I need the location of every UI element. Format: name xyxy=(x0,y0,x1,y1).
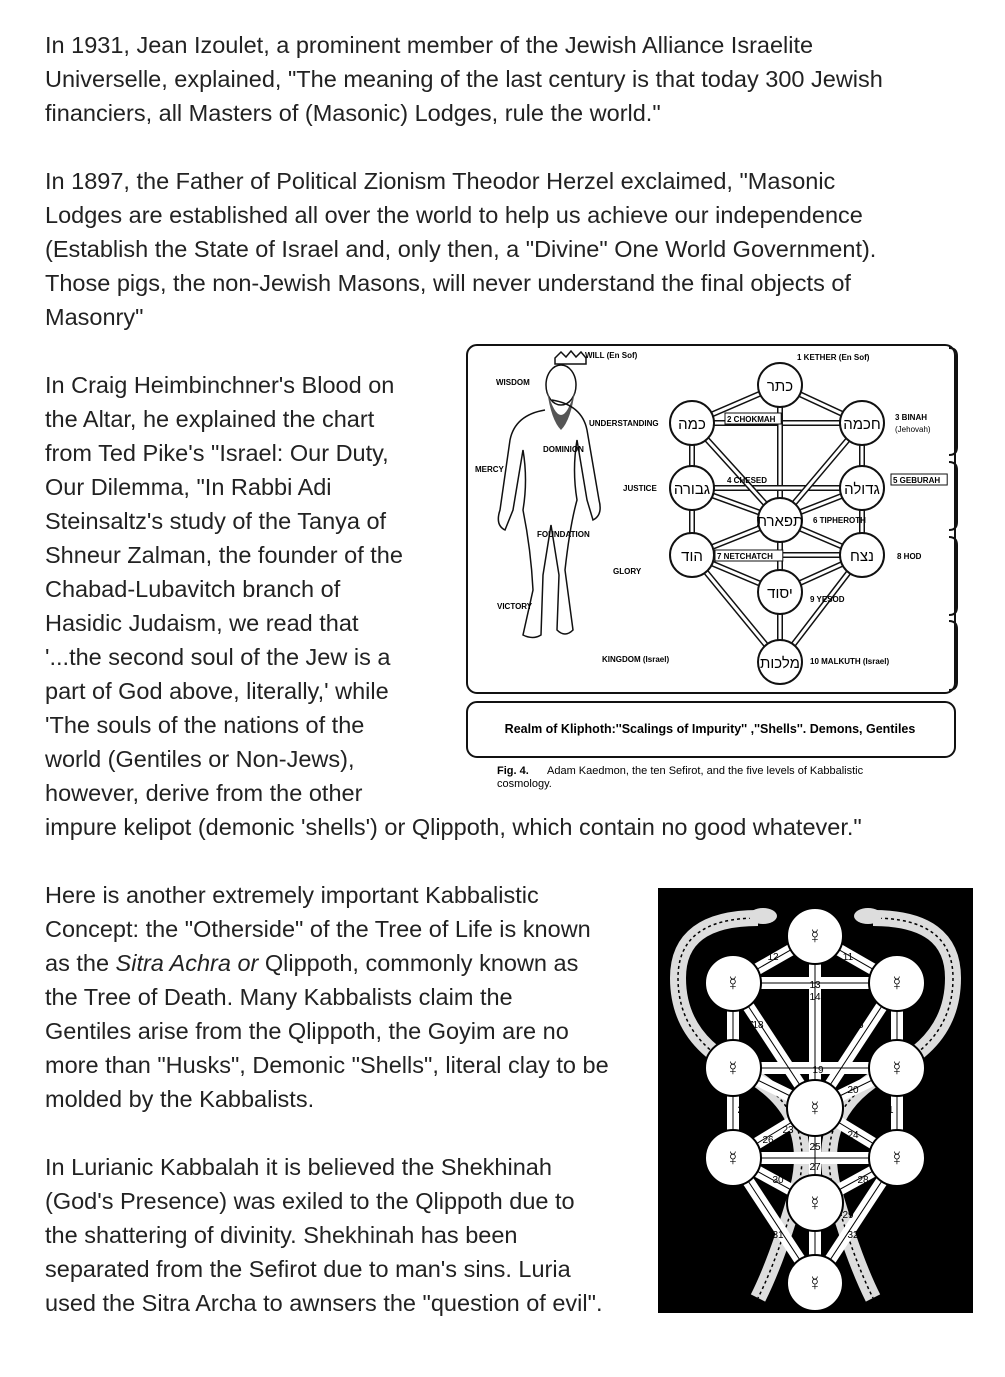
qlippoth-tree-image xyxy=(658,888,973,1313)
path-number: 14 xyxy=(809,992,821,1003)
sigil-icon: ☿ xyxy=(807,1098,823,1120)
sefirah-label: 4 CHESED xyxy=(727,476,768,485)
text-span: world (Gentiles or Non-Jews), xyxy=(45,746,355,772)
path-number: 12 xyxy=(767,952,779,963)
text-line xyxy=(45,912,591,946)
text-line xyxy=(45,572,340,606)
text-line xyxy=(45,946,578,980)
text-span: Here is another extremely important Kabbalistic xyxy=(45,882,539,908)
path-number: 11 xyxy=(842,952,854,963)
path-number: 29 xyxy=(842,1210,854,1221)
sefirah-hebrew: כמה xyxy=(678,416,706,433)
path-number: 15 xyxy=(852,1020,864,1031)
text-span: financiers, all Masters of (Masonic) Lodges, rule the world." xyxy=(45,100,661,126)
text-span: separated from the Sefirot due to man's sins. Luria xyxy=(45,1256,571,1282)
sefirah-label: 5 GEBURAH xyxy=(893,476,941,485)
text-span: In 1931, Jean Izoulet, a prominent member of the Jewish Alliance Israelite xyxy=(45,32,814,58)
qlippoth-tree-diagram xyxy=(658,888,973,1313)
text-span: Those pigs, the non-Jewish Masons, will never understand the final objects of xyxy=(45,270,851,296)
text-span: the Altar, he explained the chart xyxy=(45,406,375,432)
sefirah-label: 6 TIPHEROTH xyxy=(813,516,866,525)
body-label: KINGDOM (Israel) xyxy=(602,655,670,664)
text-span: Universelle, explained, "The meaning of the last century is that today 300 Jewish xyxy=(45,66,883,92)
text-span: the shattering of divinity. Shekhinah has been xyxy=(45,1222,518,1248)
text-span: In 1897, the Father of Political Zionism Theodor Herzel exclaimed, "Masonic xyxy=(45,168,836,194)
text-line xyxy=(45,28,813,62)
crown-icon xyxy=(555,351,586,364)
sefirah-hebrew: תפארת xyxy=(756,513,804,530)
text-span: impure kelipot (demonic 'shells') or Qlippoth, which contain no good whatever." xyxy=(45,814,862,840)
sefirah-label: (Jehovah) xyxy=(895,425,931,434)
figure-caption: Adam Kaedmon, the ten Sefirot, and the five levels of Kabbalistic xyxy=(547,765,864,777)
sigil-icon: ☿ xyxy=(725,1148,741,1170)
text-span: In Craig Heimbinchner's Blood on xyxy=(45,372,395,398)
text-line xyxy=(45,776,362,810)
text-line xyxy=(45,878,539,912)
body-label: DOMINION xyxy=(543,445,584,454)
text-line xyxy=(45,96,661,130)
sefirah-label: 2 CHOKMAH xyxy=(727,415,776,424)
text-line xyxy=(45,1014,569,1048)
sefirah-hebrew: חכמה xyxy=(843,416,881,433)
text-span: In Lurianic Kabbalah it is believed the Shekhinah xyxy=(45,1154,552,1180)
text-line xyxy=(45,980,513,1014)
path-number: 17 xyxy=(742,1020,754,1031)
head-icon xyxy=(546,365,576,405)
text-span: Concept: the "Otherside" of the Tree of Life is known xyxy=(45,916,591,942)
text-span: Steinsaltz's study of the Tanya of xyxy=(45,508,387,534)
text-span: (Establish the State of Israel and, only then, a "Divine" One World Government). xyxy=(45,236,877,262)
sefirot-figure xyxy=(465,340,960,800)
text-line xyxy=(45,1048,609,1082)
text-line xyxy=(45,266,851,300)
text-line xyxy=(45,402,374,436)
text-span: Shneur Zalman, the founder of the xyxy=(45,542,403,568)
text-span: part of God above, literally,' while xyxy=(45,678,389,704)
text-span: Chabad-Lubavitch branch of xyxy=(45,576,341,602)
path-number: 31 xyxy=(772,1230,784,1241)
sefirah-label: 9 YESOD xyxy=(810,595,845,604)
text-span: used the Sitra Archa to awnsers the "question of evil". xyxy=(45,1290,603,1316)
path-number: 16 xyxy=(877,1020,889,1031)
realm-label: Realm of Kliphoth:''Scalings of Impurity'' ,''Shells''. Demons, Gentiles xyxy=(504,722,916,736)
sefirah-hebrew: כתר xyxy=(766,378,794,395)
text-line xyxy=(45,164,835,198)
path-number: 32 xyxy=(847,1230,859,1241)
path-number: 25 xyxy=(809,1142,821,1153)
text-span: as the xyxy=(45,950,116,976)
body-label: JUSTICE xyxy=(623,484,657,493)
path-number: 24 xyxy=(847,1130,859,1141)
body-label: UNDERSTANDING xyxy=(589,419,659,428)
text-span: Lodges are established all over the world to help us achieve our independence xyxy=(45,202,863,228)
text-line xyxy=(45,300,143,334)
path-number: 18 xyxy=(752,1020,764,1031)
path-number: 27 xyxy=(809,1162,821,1173)
text-line xyxy=(45,742,355,776)
text-span: more than "Husks", Demonic "Shells", literal clay to be xyxy=(45,1052,609,1078)
body-label: WILL (En Sof) xyxy=(585,351,638,360)
text-span: Hasidic Judaism, we read that xyxy=(45,610,359,636)
text-span: molded by the Kabbalists. xyxy=(45,1086,315,1112)
sigil-icon: ☿ xyxy=(807,1193,823,1215)
serpent-head-left xyxy=(749,908,777,924)
sigil-icon: ☿ xyxy=(725,1058,741,1080)
sigil-icon: ☿ xyxy=(807,1273,823,1295)
text-line xyxy=(45,1150,552,1184)
path-number: 26 xyxy=(762,1135,774,1146)
sefirot-diagram xyxy=(465,340,960,800)
text-line xyxy=(45,436,389,470)
path-number: 23 xyxy=(782,1125,794,1136)
text-span: from Ted Pike's "Israel: Our Duty, xyxy=(45,440,389,466)
sefirah-hebrew: נצח xyxy=(850,548,874,565)
body-label: VICTORY xyxy=(497,602,533,611)
sefirah-label: 8 HOD xyxy=(897,552,922,561)
text-span: Our Dilemma, "In Rabbi Adi xyxy=(45,474,332,500)
sefirah-hebrew: יסוד xyxy=(767,585,793,602)
figure-number: Fig. 4. xyxy=(497,765,529,777)
text-span: Qlippoth, commonly known as xyxy=(258,950,579,976)
text-line xyxy=(45,708,364,742)
text-line xyxy=(45,1082,314,1116)
text-span: Gentiles arise from the Qlippoth, the Goyim are no xyxy=(45,1018,569,1044)
text-line xyxy=(45,1184,575,1218)
text-line xyxy=(45,606,358,640)
text-line xyxy=(45,198,863,232)
path-number: 30 xyxy=(772,1175,784,1186)
sefirah-hebrew: הוד xyxy=(681,548,703,565)
text-line xyxy=(45,1218,518,1252)
text-line xyxy=(45,504,386,538)
body-label: WISDOM xyxy=(496,378,530,387)
body-label: FOUNDATION xyxy=(537,530,590,539)
sefirah-label: 1 KETHER (En Sof) xyxy=(797,353,870,362)
body-label: MERCY xyxy=(475,465,504,474)
figure-caption: cosmology. xyxy=(497,778,552,790)
sefirah-label: 10 MALKUTH (Israel) xyxy=(810,657,890,666)
path-number: 21 xyxy=(882,1105,894,1116)
sefirah-hebrew: גבורה xyxy=(673,481,711,498)
sefirah-label: 7 NETCHATCH xyxy=(717,552,773,561)
text-line xyxy=(45,674,389,708)
italic-term: Sitra Achra or xyxy=(115,950,259,976)
text-line xyxy=(45,368,394,402)
sigil-icon: ☿ xyxy=(807,926,823,948)
sefirah-hebrew: גדולה xyxy=(844,481,880,498)
text-line xyxy=(45,470,332,504)
text-line xyxy=(45,810,862,844)
serpent-head-right xyxy=(854,908,882,924)
text-span: (God's Presence) was exiled to the Qlippoth due to xyxy=(45,1188,575,1214)
diagram-frame xyxy=(467,345,955,693)
sefirah-hebrew: מלכות xyxy=(760,655,800,672)
sigil-icon: ☿ xyxy=(889,1148,905,1170)
text-line xyxy=(45,62,883,96)
sigil-icon: ☿ xyxy=(889,973,905,995)
path-number: 22 xyxy=(737,1105,749,1116)
text-line xyxy=(45,1252,571,1286)
sigil-icon: ☿ xyxy=(889,1058,905,1080)
text-span: '...the second soul of the Jew is a xyxy=(45,644,391,670)
text-span: however, derive from the other xyxy=(45,780,363,806)
path-number: 19 xyxy=(812,1065,824,1076)
body-label: GLORY xyxy=(613,567,642,576)
text-span: Masonry" xyxy=(45,304,144,330)
text-span: 'The souls of the nations of the xyxy=(45,712,365,738)
path-number: 20 xyxy=(847,1085,859,1096)
path-number: 13 xyxy=(809,980,821,991)
text-line xyxy=(45,538,403,572)
text-span: the Tree of Death. Many Kabbalists claim the xyxy=(45,984,513,1010)
path-number: 28 xyxy=(857,1175,869,1186)
text-line xyxy=(45,640,390,674)
sefirah-label: 3 BINAH xyxy=(895,413,928,422)
text-line xyxy=(45,1286,603,1320)
text-line xyxy=(45,232,876,266)
sigil-icon: ☿ xyxy=(725,973,741,995)
